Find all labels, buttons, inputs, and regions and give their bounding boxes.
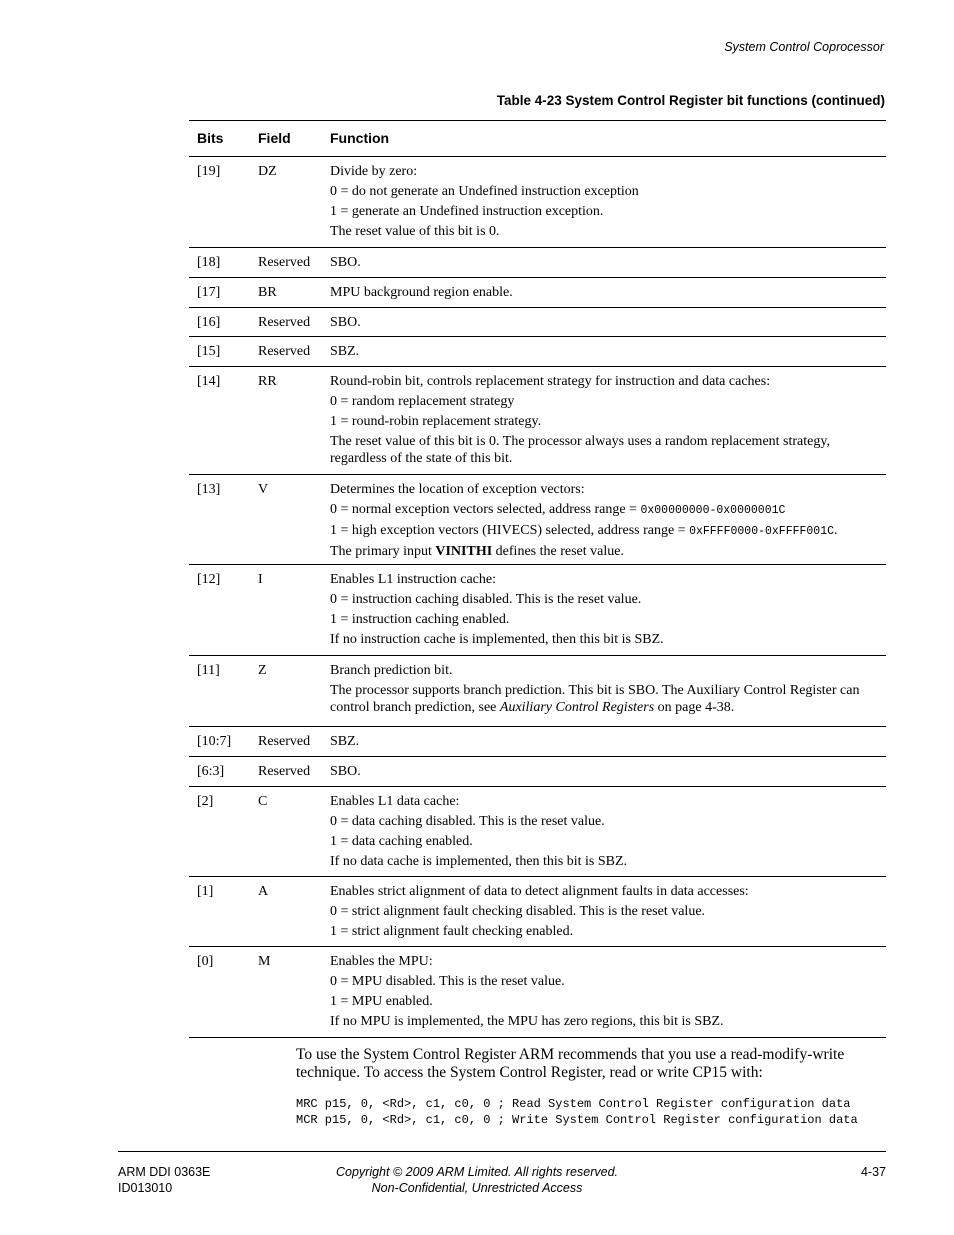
field-cell: Z bbox=[258, 663, 267, 678]
function-line: 0 = MPU disabled. This is the reset value. bbox=[330, 974, 565, 989]
function-line: MPU background region enable. bbox=[330, 285, 513, 300]
table-row bbox=[189, 565, 886, 656]
function-line: SBZ. bbox=[330, 734, 360, 749]
function-line: 1 = generate an Undefined instruction exception. bbox=[330, 204, 604, 219]
bits-cell: [18] bbox=[197, 255, 221, 270]
function-line: 0 = strict alignment fault checking disabled. This is the reset value. bbox=[330, 904, 706, 919]
function-cell bbox=[330, 793, 880, 873]
bits-cell: [15] bbox=[197, 344, 221, 359]
bits-cell: [2] bbox=[197, 794, 214, 809]
footer-issue-id: ID013010 bbox=[118, 1181, 173, 1195]
column-header-bits: Bits bbox=[197, 130, 224, 146]
function-line: 1 = strict alignment fault checking enabled. bbox=[330, 924, 574, 939]
function-line: The processor supports branch prediction. This bit is SBO. The Auxiliary Control Register can control branch prediction, see Auxiliary Control Registers on page 4-38. bbox=[330, 683, 860, 715]
function-cell bbox=[330, 953, 880, 1033]
function-line: 1 = instruction caching enabled. bbox=[330, 612, 510, 627]
table-row bbox=[189, 278, 886, 308]
table-row bbox=[189, 308, 886, 337]
function-line: Branch prediction bit. bbox=[330, 663, 453, 678]
function-line: If no MPU is implemented, the MPU has zero regions, this bit is SBZ. bbox=[330, 1014, 724, 1029]
code-line: MRC p15, 0, <Rd>, c1, c0, 0 ; Read System Control Register configuration data bbox=[296, 1097, 851, 1111]
field-cell: V bbox=[258, 482, 269, 497]
function-line: Determines the location of exception vectors: bbox=[330, 482, 585, 497]
function-line: 1 = round-robin replacement strategy. bbox=[330, 414, 542, 429]
bits-cell: [6:3] bbox=[197, 764, 225, 779]
function-line: 0 = normal exception vectors selected, address range = 0x00000000-0x0000001C bbox=[330, 502, 786, 517]
function-line: SBO. bbox=[330, 255, 361, 270]
table-row bbox=[189, 947, 886, 1038]
function-line: 0 = instruction caching disabled. This is the reset value. bbox=[330, 592, 642, 607]
table-row bbox=[189, 757, 886, 787]
function-line: 1 = data caching enabled. bbox=[330, 834, 473, 849]
bits-cell: [10:7] bbox=[197, 734, 232, 749]
table-body bbox=[189, 157, 886, 1038]
function-cell bbox=[330, 571, 880, 651]
footer-page-number: 4-37 bbox=[860, 1165, 886, 1179]
footer-legal bbox=[0, 1164, 954, 1196]
function-line: Enables the MPU: bbox=[330, 954, 433, 969]
footer-doc-id: ARM DDI 0363E bbox=[118, 1165, 211, 1179]
bits-cell: [16] bbox=[197, 315, 221, 330]
function-line: 1 = MPU enabled. bbox=[330, 994, 433, 1009]
function-cell bbox=[330, 284, 880, 304]
function-line: The reset value of this bit is 0. bbox=[330, 224, 500, 239]
bits-cell: [13] bbox=[197, 482, 221, 497]
table-caption: Table 4-23 System Control Register bit functions (continued) bbox=[496, 93, 885, 108]
field-cell: Reserved bbox=[258, 344, 311, 359]
function-line: The reset value of this bit is 0. The processor always uses a random replacement strategy, regardless of the state of this bit. bbox=[330, 434, 830, 466]
field-cell: Reserved bbox=[258, 734, 311, 749]
code-block bbox=[296, 1096, 858, 1128]
footer-access: Non-Confidential, Unrestricted Access bbox=[371, 1181, 583, 1195]
field-cell: Reserved bbox=[258, 764, 311, 779]
bits-cell: [12] bbox=[197, 572, 221, 587]
function-cell bbox=[330, 373, 880, 470]
table-row bbox=[189, 727, 886, 757]
function-line: SBZ. bbox=[330, 344, 360, 359]
function-cell bbox=[330, 314, 880, 334]
column-header-function: Function bbox=[330, 130, 390, 146]
function-cell bbox=[330, 763, 880, 783]
function-cell bbox=[330, 662, 880, 719]
table-row bbox=[189, 367, 886, 475]
function-line: 0 = do not generate an Undefined instruction exception bbox=[330, 184, 639, 199]
field-cell: C bbox=[258, 794, 268, 809]
table-row bbox=[189, 248, 886, 278]
function-line: Enables strict alignment of data to detect alignment faults in data accesses: bbox=[330, 884, 749, 899]
function-cell bbox=[330, 733, 880, 753]
function-line: Round-robin bit, controls replacement strategy for instruction and data caches: bbox=[330, 374, 771, 389]
table-header bbox=[189, 121, 886, 157]
field-cell: A bbox=[258, 884, 269, 899]
body-paragraph: To use the System Control Register ARM recommends that you use a read-modify-write technique. To access the System Control Register, read or write CP15 with: bbox=[296, 1046, 845, 1081]
function-cell bbox=[330, 883, 880, 943]
function-line: If no instruction cache is implemented, then this bit is SBZ. bbox=[330, 632, 664, 647]
field-cell: I bbox=[258, 572, 263, 587]
function-line: 0 = data caching disabled. This is the reset value. bbox=[330, 814, 605, 829]
field-cell: Reserved bbox=[258, 315, 311, 330]
function-cell bbox=[330, 481, 880, 563]
function-cell bbox=[330, 254, 880, 274]
bits-cell: [17] bbox=[197, 285, 221, 300]
bits-cell: [11] bbox=[197, 663, 220, 678]
function-line: SBO. bbox=[330, 764, 361, 779]
table-row bbox=[189, 337, 886, 367]
function-line: The primary input VINITHI defines the reset value. bbox=[330, 544, 624, 559]
bits-cell: [0] bbox=[197, 954, 214, 969]
field-cell: BR bbox=[258, 285, 277, 300]
function-line: 1 = high exception vectors (HIVECS) selected, address range = 0xFFFF0000-0xFFFF001C. bbox=[330, 523, 838, 538]
function-line: If no data cache is implemented, then this bit is SBZ. bbox=[330, 854, 628, 869]
field-cell: DZ bbox=[258, 164, 277, 179]
footer-rule bbox=[118, 1151, 886, 1152]
bits-cell: [1] bbox=[197, 884, 214, 899]
bits-cell: [14] bbox=[197, 374, 221, 389]
function-line: 0 = random replacement strategy bbox=[330, 394, 515, 409]
table-row bbox=[189, 656, 886, 727]
function-line: Enables L1 data cache: bbox=[330, 794, 460, 809]
column-header-field: Field bbox=[258, 130, 291, 146]
function-cell bbox=[330, 343, 880, 363]
function-cell bbox=[330, 163, 880, 243]
footer-copyright: Copyright © 2009 ARM Limited. All rights reserved. bbox=[335, 1165, 618, 1179]
bits-cell: [19] bbox=[197, 164, 221, 179]
code-line: MCR p15, 0, <Rd>, c1, c0, 0 ; Write System Control Register configuration data bbox=[296, 1113, 858, 1127]
table-row bbox=[189, 157, 886, 248]
table-row bbox=[189, 877, 886, 947]
field-cell: M bbox=[258, 954, 271, 969]
field-cell: Reserved bbox=[258, 255, 311, 270]
function-line: SBO. bbox=[330, 315, 361, 330]
register-bit-table bbox=[189, 120, 886, 1038]
table-row bbox=[189, 787, 886, 877]
field-cell: RR bbox=[258, 374, 277, 389]
running-header: System Control Coprocessor bbox=[724, 40, 884, 54]
function-line: Divide by zero: bbox=[330, 164, 418, 179]
function-line: Enables L1 instruction cache: bbox=[330, 572, 496, 587]
table-row bbox=[189, 475, 886, 565]
